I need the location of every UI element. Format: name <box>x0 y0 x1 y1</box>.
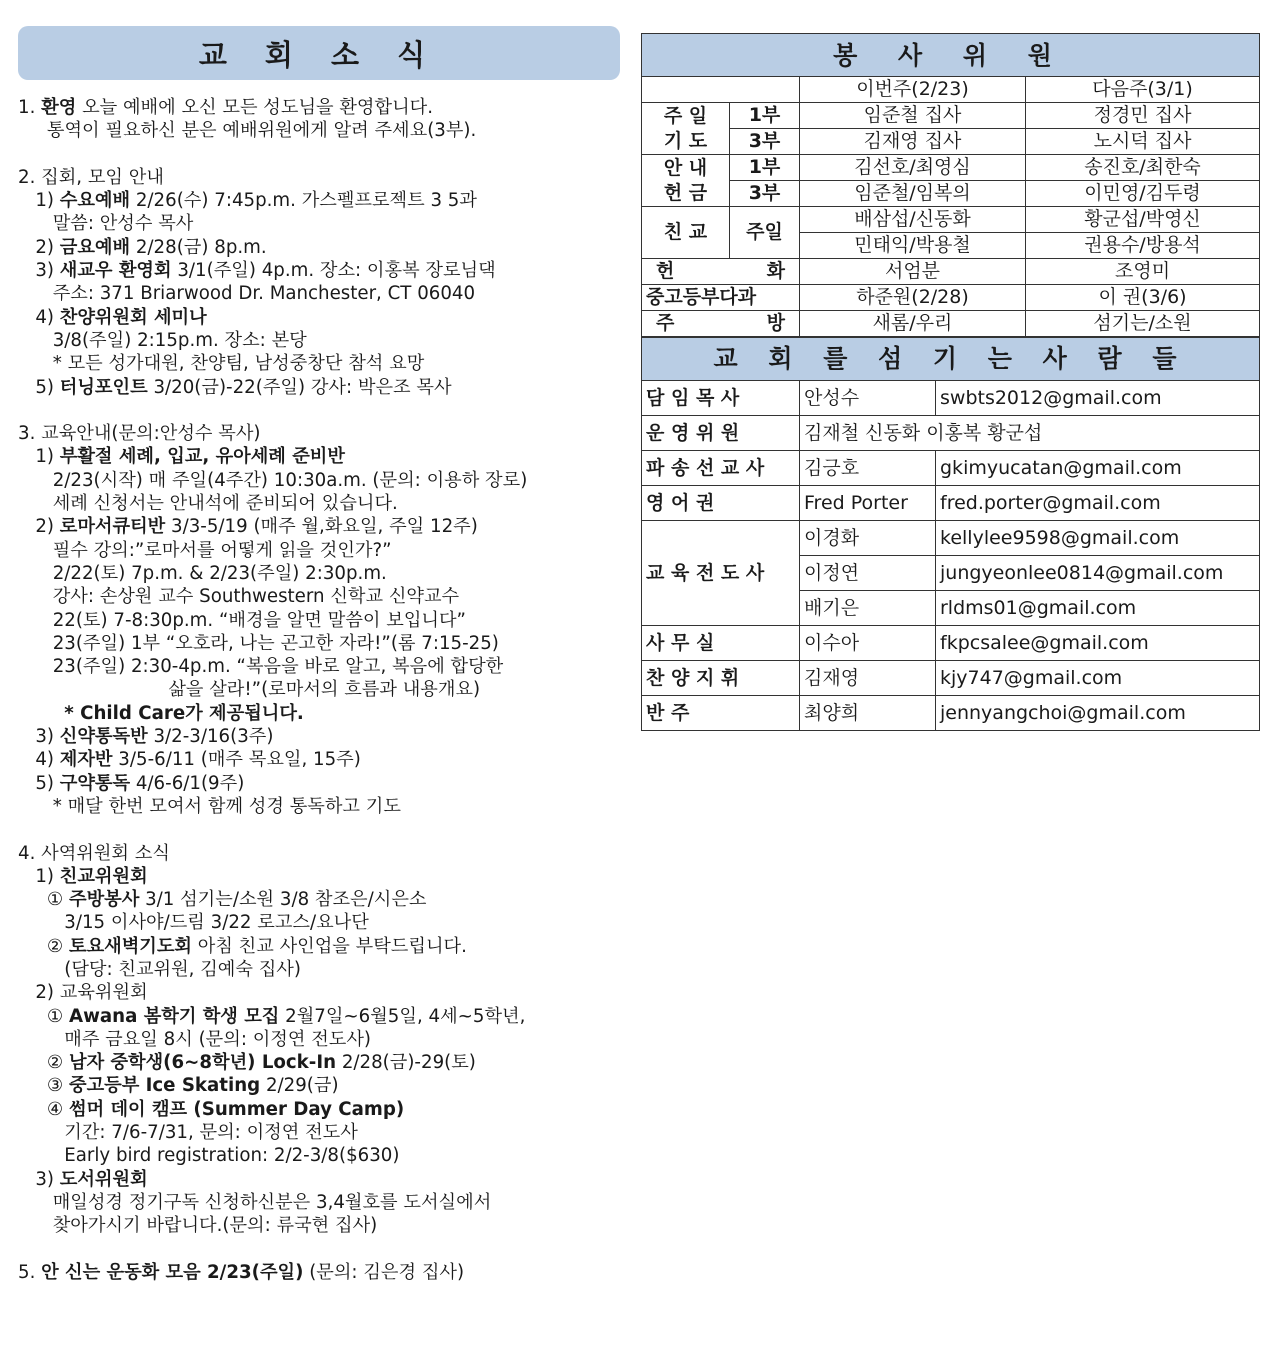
next-week-cell: 이민영/김두령 <box>1026 181 1260 207</box>
category-usher: 안 내 헌 금 <box>642 155 730 207</box>
news-line: 5. 안 신는 운동화 모음 2/23(주일) (문의: 김은경 집사) <box>18 1261 465 1283</box>
person-email[interactable]: jennyangchoi@gmail.com <box>936 696 1260 731</box>
person-email[interactable]: swbts2012@gmail.com <box>936 381 1260 416</box>
news-section <box>18 26 620 80</box>
person-email[interactable]: fkpcsalee@gmail.com <box>936 626 1260 661</box>
news-line: 3) 도서위원회 <box>18 1168 148 1190</box>
news-line: * Child Care가 제공됩니다. <box>64 702 304 724</box>
people-title: 교 회 를 섬 기 는 사 람 들 <box>642 338 1260 381</box>
person-name: 김긍호 <box>800 451 936 486</box>
this-week-header: 이번주(2/23) <box>800 77 1026 103</box>
role-label: 교 육 전 도 사 <box>642 521 800 626</box>
service-panel <box>641 33 1259 731</box>
news-line: 2) 로마서큐티반 3/3-5/19 (매주 월,화요일, 주일 12주) <box>18 516 478 538</box>
person-name: Fred Porter <box>800 486 936 521</box>
news-line: 주소: 371 Briarwood Dr. Manchester, CT 06040 <box>18 283 476 305</box>
this-week-cell: 김재영 집사 <box>800 129 1026 155</box>
people-table <box>641 337 1260 731</box>
news-line: 삶을 살라!”(로마서의 흐름과 내용개요) <box>18 679 481 701</box>
sub-label: 1부 <box>730 103 800 129</box>
news-line <box>18 1238 638 1261</box>
news-line <box>18 143 638 166</box>
news-line: 통역이 필요하신 분은 예배위원에게 알려 주세요(3부). <box>18 120 477 142</box>
news-line: 1) 친교위원회 <box>18 865 148 887</box>
news-line: 2) 교육위원회 <box>18 982 148 1004</box>
this-week-cell: 임준철/임복의 <box>800 181 1026 207</box>
sub-label: 1부 <box>730 155 800 181</box>
sub-label: 3부 <box>730 129 800 155</box>
this-week-cell: 서엄분 <box>800 259 1026 285</box>
news-line: ④ 썸머 데이 캠프 (Summer Day Camp) <box>18 1098 405 1120</box>
next-week-cell: 조영미 <box>1026 259 1260 285</box>
news-line: 매주 금요일 8시 (문의: 이정연 전도사) <box>18 1028 372 1050</box>
role-label: 영 어 권 <box>642 486 800 521</box>
news-line: ③ 중고등부 Ice Skating 2/29(금) <box>18 1075 339 1097</box>
news-line: ② 남자 중학생(6~8학년) Lock-In 2/28(금)-29(토) <box>18 1052 476 1074</box>
news-line: 1) 수요예배 2/26(수) 7:45p.m. 가스펠프로젝트 3 5과 <box>18 190 477 212</box>
role-label: 찬 양 지 휘 <box>642 661 800 696</box>
news-line: 23(주일) 2:30-4p.m. “복음을 바로 알고, 복음에 합당한 <box>18 656 504 678</box>
news-line: 5) 구약통독 4/6-6/1(9주) <box>18 772 245 794</box>
this-week-cell: 민태익/박용철 <box>800 233 1026 259</box>
service-title: 봉 사 위 원 <box>642 34 1260 77</box>
news-line: 찾아가시기 바랍니다.(문의: 류국현 집사) <box>18 1215 378 1237</box>
news-line: ② 토요새벽기도회 아침 친교 사인업을 부탁드립니다. <box>18 935 467 957</box>
person-name: 이수아 <box>800 626 936 661</box>
news-line: 22(토) 7-8:30p.m. “배경을 알면 말씀이 보입니다” <box>18 609 466 631</box>
person-email[interactable]: kjy747@gmail.com <box>936 661 1260 696</box>
person-name: 배기은 <box>800 591 936 626</box>
category-youth-snack: 중고등부다과 <box>642 285 800 311</box>
person-name: 이경화 <box>800 521 936 556</box>
news-line: 23(주일) 1부 “오호라, 나는 곤고한 자라!”(롬 7:15-25) <box>18 632 499 654</box>
news-line: 기간: 7/6-7/31, 문의: 이정연 전도사 <box>18 1122 358 1144</box>
next-week-cell: 노시덕 집사 <box>1026 129 1260 155</box>
category-kitchen: 주 방 <box>642 311 800 337</box>
next-week-cell: 정경민 집사 <box>1026 103 1260 129</box>
news-line: * 매달 한번 모여서 함께 성경 통독하고 기도 <box>18 795 401 817</box>
person-email[interactable]: gkimyucatan@gmail.com <box>936 451 1260 486</box>
news-line: 2/23(시작) 매 주일(4주간) 10:30a.m. (문의: 이용하 장로) <box>18 469 528 491</box>
news-line: ① 주방봉사 3/1 섬기는/소원 3/8 참조은/시은소 <box>18 889 427 911</box>
sub-label: 3부 <box>730 181 800 207</box>
next-week-cell: 섬기는/소원 <box>1026 311 1260 337</box>
news-line: 강사: 손상원 교수 Southwestern 신학교 신약교수 <box>18 586 460 608</box>
next-week-header: 다음주(3/1) <box>1026 77 1260 103</box>
this-week-cell: 새롬/우리 <box>800 311 1026 337</box>
news-line: 3) 새교우 환영회 3/1(주일) 4p.m. 장소: 이홍복 장로님댁 <box>18 260 496 282</box>
role-label: 파 송 선 교 사 <box>642 451 800 486</box>
news-line: 4) 제자반 3/5-6/11 (매주 목요일, 15주) <box>18 749 361 771</box>
next-week-cell: 송진호/최한숙 <box>1026 155 1260 181</box>
role-label: 담 임 목 사 <box>642 381 800 416</box>
news-line: 세례 신청서는 안내석에 준비되어 있습니다. <box>18 493 398 515</box>
news-line: 3. 교육안내(문의:안성수 목사) <box>18 423 261 445</box>
role-label: 운 영 위 원 <box>642 416 800 451</box>
news-line: 2. 집회, 모임 안내 <box>18 166 164 188</box>
next-week-cell: 황군섭/박영신 <box>1026 207 1260 233</box>
category-fellowship: 친 교 <box>642 207 730 259</box>
news-line: 3/15 이사야/드림 3/22 로고스/요나단 <box>18 912 369 934</box>
news-line <box>18 399 638 422</box>
news-line: 말씀: 안성수 목사 <box>18 213 194 235</box>
person-name: 김재철 신동화 이홍복 황군섭 <box>800 416 1260 451</box>
person-email[interactable]: fred.porter@gmail.com <box>936 486 1260 521</box>
category-flowers: 헌 화 <box>642 259 800 285</box>
news-line: 2/22(토) 7p.m. & 2/23(주일) 2:30p.m. <box>18 562 387 584</box>
news-line: 5) 터닝포인트 3/20(금)-22(주일) 강사: 박은조 목사 <box>18 376 452 398</box>
person-name: 김재영 <box>800 661 936 696</box>
role-label: 반 주 <box>642 696 800 731</box>
news-line: 3) 신약통독반 3/2-3/16(3주) <box>18 726 274 748</box>
person-email[interactable]: rldms01@gmail.com <box>936 591 1260 626</box>
news-line: 매일성경 정기구독 신청하신분은 3,4월호를 도서실에서 <box>18 1191 492 1213</box>
this-week-cell: 김선호/최영심 <box>800 155 1026 181</box>
news-line: 4) 찬양위원회 세미나 <box>18 306 207 328</box>
news-line: * 모든 성가대원, 찬양팀, 남성중창단 참석 요망 <box>18 353 425 375</box>
next-week-cell: 이 권(3/6) <box>1026 285 1260 311</box>
news-line: (담당: 친교위원, 김예숙 집사) <box>18 958 301 980</box>
service-corner <box>642 77 800 103</box>
news-line: 1. 환영 오늘 예배에 오신 모든 성도님을 환영합니다. <box>18 97 433 118</box>
news-line: 3/8(주일) 2:15p.m. 장소: 본당 <box>18 329 307 351</box>
news-body <box>18 96 638 1284</box>
role-label: 사 무 실 <box>642 626 800 661</box>
person-email[interactable]: jungyeonlee0814@gmail.com <box>936 556 1260 591</box>
news-title: 교 회 소 식 <box>18 26 620 80</box>
news-line <box>18 818 638 841</box>
person-email[interactable]: kellylee9598@gmail.com <box>936 521 1260 556</box>
news-line: 필수 강의:”로마서를 어떻게 읽을 것인가?” <box>18 539 392 561</box>
news-line: 1) 부활절 세례, 입교, 유아세례 준비반 <box>18 446 345 468</box>
sub-label: 주일 <box>730 207 800 259</box>
news-line: 2) 금요예배 2/28(금) 8p.m. <box>18 236 267 258</box>
this-week-cell: 하준원(2/28) <box>800 285 1026 311</box>
person-name: 최양희 <box>800 696 936 731</box>
news-line: ① Awana 봄학기 학생 모집 2월7일~6월5일, 4세~5학년, <box>18 1005 526 1027</box>
category-prayer: 주 일 기 도 <box>642 103 730 155</box>
service-table <box>641 33 1260 337</box>
news-line: Early bird registration: 2/2-3/8($630) <box>18 1145 400 1167</box>
news-line: 4. 사역위원회 소식 <box>18 842 170 864</box>
this-week-cell: 배삼섭/신동화 <box>800 207 1026 233</box>
this-week-cell: 임준철 집사 <box>800 103 1026 129</box>
person-name: 안성수 <box>800 381 936 416</box>
person-name: 이정연 <box>800 556 936 591</box>
next-week-cell: 권용수/방용석 <box>1026 233 1260 259</box>
